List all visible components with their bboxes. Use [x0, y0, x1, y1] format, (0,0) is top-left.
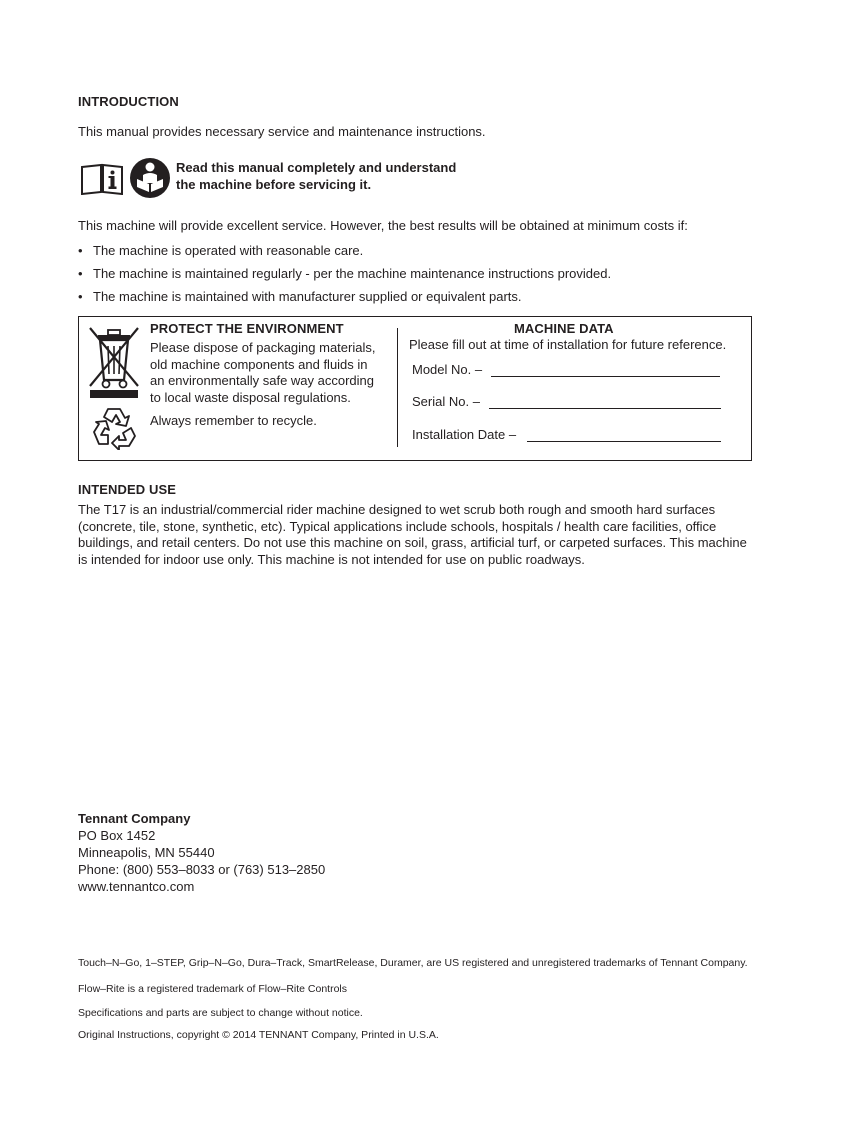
machine-data-heading: MACHINE DATA — [514, 321, 614, 336]
recycle-text: Always remember to recycle. — [150, 413, 317, 428]
company-city: Minneapolis, MN 55440 — [78, 845, 215, 860]
manual-info-icon — [80, 163, 124, 195]
serial-field[interactable] — [489, 408, 721, 409]
copyright-text: Original Instructions, copyright © 2014 TENNANT Company, Printed in U.S.A. — [78, 1029, 439, 1041]
environment-line: to local waste disposal regulations. — [150, 389, 351, 405]
intended-use-heading: INTENDED USE — [78, 482, 176, 497]
machine-data-subtitle: Please fill out at time of installation for future reference. — [409, 337, 727, 352]
recycle-icon — [91, 406, 137, 450]
notice-line-1: Read this manual completely and understand — [176, 160, 457, 175]
environment-heading: PROTECT THE ENVIRONMENT — [150, 321, 344, 336]
flowrite-text: Flow–Rite is a registered trademark of Flow–Rite Controls — [78, 983, 348, 995]
company-phone: Phone: (800) 553–8033 or (763) 513–2850 — [78, 862, 326, 877]
read-manual-icon — [129, 157, 171, 199]
list-item: • The machine is maintained with manufacturer supplied or equivalent parts. — [78, 289, 522, 304]
company-name: Tennant Company — [78, 811, 191, 826]
notice-line-2: the machine before servicing it. — [176, 176, 372, 192]
serial-label: Serial No. – — [412, 394, 480, 409]
model-label: Model No. – — [412, 362, 483, 377]
crossed-bin-icon — [86, 324, 142, 400]
intro-lead: This manual provides necessary service and maintenance instructions. — [78, 124, 486, 139]
trademarks-text: Touch–N–Go, 1–STEP, Grip–N–Go, Dura–Track, SmartRelease, Duramer, are US registered and unregistered trademarks of Tennant Company. — [78, 957, 748, 969]
conditions-list — [78, 242, 838, 311]
intro-heading: INTRODUCTION — [78, 94, 179, 109]
install-date-label: Installation Date – — [412, 427, 517, 442]
environment-line: an environmentally safe way according — [150, 373, 375, 388]
install-date-field[interactable] — [527, 441, 721, 442]
company-address — [78, 810, 325, 895]
intended-use-body: The T17 is an industrial/commercial rider machine designed to wet scrub both rough and smooth hard surfaces (concrete, tile, stone, synthetic, etc). Typical applications include schools, hospitals / health care facilities, office buildings, and retail centers. Do not use this machine on soil, grass, artificial turf, or carpeted surfaces. This machine is intended for indoor use only. This machine is not intended for use on public roadways. — [78, 502, 747, 567]
company-po-box: PO Box 1452 — [78, 828, 156, 843]
results-text: This machine will provide excellent service. However, the best results will be obtained at minimum costs if: — [78, 218, 688, 233]
company-website[interactable]: www.tennantco.com — [78, 879, 195, 894]
list-item: • The machine is operated with reasonable care. — [78, 243, 364, 258]
environment-line: Please dispose of packaging materials, — [150, 340, 376, 355]
list-item: • The machine is maintained regularly - per the machine maintenance instructions provided. — [78, 266, 612, 281]
environment-line: old machine components and fluids in — [150, 356, 368, 372]
model-field[interactable] — [491, 376, 720, 377]
specs-text: Specifications and parts are subject to change without notice. — [78, 1007, 363, 1019]
box-divider — [397, 328, 398, 447]
